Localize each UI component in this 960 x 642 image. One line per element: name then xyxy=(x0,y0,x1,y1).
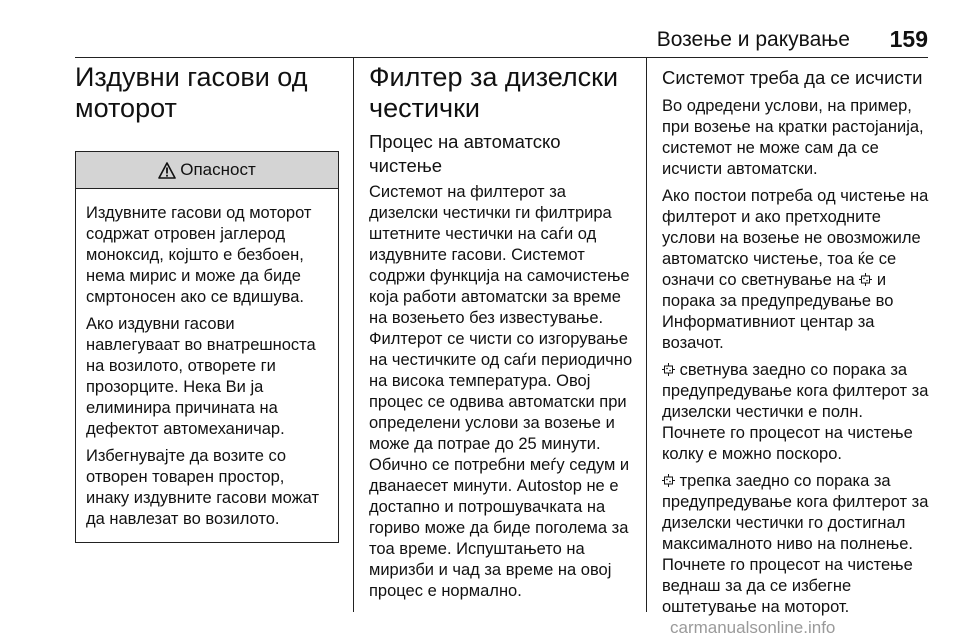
diesel-particle-filter-icon xyxy=(859,273,872,286)
danger-paragraph: Избегнувајте да возите со отворен товарен простор, инаку издувните гасови можат да навлезат во возилото. xyxy=(86,447,320,528)
diesel-particle-filter-icon xyxy=(662,363,675,376)
auto-cleaning-paragraph: Системот на филтерот за дизелски честички ги филтрира штетните честички на саѓи од издувните гасови. Системот содржи функција на самочистење која работи автоматски за време на возењето без известување. Филтерот се чисти со изгорување на честичките од саѓи периодично на висока температура. Овој процес се одвива автоматски при определени услови за возење и може да потрае до 25 минути. Обично се потребни меѓу седум и дванаесет минути. Autostop не е достапно и потрошувачката на гориво може да биде поголема за тоа време. Испуштањето на миризби и чад за време на овој процес е нормално. xyxy=(369,183,633,600)
auto-cleaning-subheading: Процес на автоматско чистење xyxy=(369,131,561,176)
cleaning-paragraph-2b: и порака за предупредување во Информативниот центар за возачот. xyxy=(662,271,894,352)
warning-triangle-icon xyxy=(158,162,176,179)
danger-box-header xyxy=(76,152,338,189)
exhaust-heading-line1: Издувни гасови од xyxy=(75,62,308,92)
column-cleaning-needed xyxy=(662,58,930,624)
watermark: carmanualsonline.info xyxy=(670,618,836,637)
cleaning-paragraph-3-text: светнува заедно со порака за предупредување кога филтерот за дизелски честички е полн. Почнете го процесот на чистење колку е можно поскоро. xyxy=(662,361,929,463)
column-divider-2 xyxy=(646,58,647,612)
diesel-particle-filter-icon xyxy=(662,474,675,487)
cleaning-paragraph-2 xyxy=(662,186,930,354)
danger-box-body xyxy=(76,189,338,542)
column-diesel-filter xyxy=(369,58,633,608)
column-exhaust xyxy=(75,58,339,543)
cleaning-paragraph-2a: Ако постои потреба од чистење на филтерот и ако претходните услови на возење не овозможиле автоматско чистење, тоа ќе се означи со светнување на xyxy=(662,187,929,289)
diesel-filter-heading xyxy=(369,62,633,124)
section-title: Возење и ракување xyxy=(656,28,850,51)
page-number: 159 xyxy=(889,26,928,52)
cleaning-paragraph-3 xyxy=(662,360,930,465)
exhaust-heading xyxy=(75,62,339,124)
cleaning-paragraph-1: Во одредени услови, на пример, при возење на кратки растојанија, системот не може сам да се исчисти автоматски. xyxy=(662,97,924,178)
danger-paragraph: Ако издувни гасови навлегуваат во внатрешноста на возилото, отворете ги прозорците. Нека Ви ја елиминира причината на дефектот автомеханичар. xyxy=(86,315,316,438)
danger-label: Опасност xyxy=(180,160,256,179)
cleaning-paragraph-4 xyxy=(662,471,930,618)
diesel-filter-heading-line2: честички xyxy=(369,93,480,123)
page-header xyxy=(0,24,928,56)
cleaning-paragraph-4-text: трепка заедно со порака за предупредување кога филтерот за дизелски честички го достигнал максималното ниво на полнење. Почнете го процесот на чистење веднаш за да се избегне оштетување на моторот. xyxy=(662,472,929,616)
cleaning-needed-heading: Системот треба да се исчисти xyxy=(662,67,923,88)
danger-box xyxy=(75,151,339,543)
exhaust-heading-line2: моторот xyxy=(75,93,177,123)
diesel-filter-heading-line1: Филтер за дизелски xyxy=(369,62,619,92)
danger-paragraph: Издувните гасови од моторот содржат отровен јаглерод моноксид, којшто е безбоен, нема мирис и може да биде смртоносен ако се вдишува. xyxy=(86,204,312,306)
column-divider-1 xyxy=(353,58,354,612)
